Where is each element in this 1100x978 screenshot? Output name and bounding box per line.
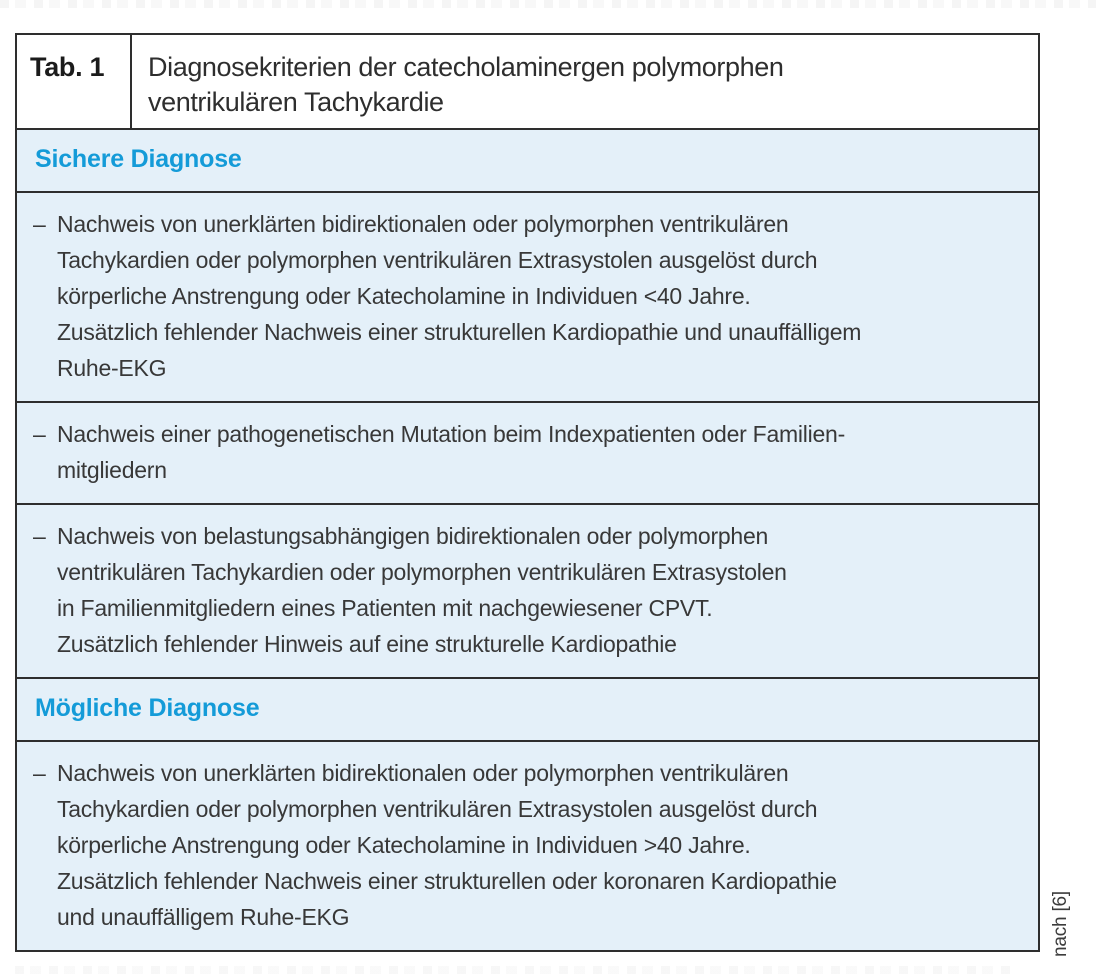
table-title-line-2: ventrikulären Tachykardie (148, 87, 444, 117)
cropped-text-remnant-bottom (15, 966, 1015, 974)
bullet-dash: – (33, 421, 46, 447)
criterion-text-line: Tachykardien oder polymorphen ventrikulären Extrasystolen ausgelöst durch (57, 796, 818, 822)
criterion-text-line: Zusätzlich fehlender Nachweis einer strukturellen Kardiopathie und unauffälligem (57, 319, 862, 345)
bullet-dash: – (33, 211, 46, 237)
bullet-dash: – (33, 523, 46, 549)
criterion-text-line: und unauffälligem Ruhe-EKG (57, 904, 350, 930)
criterion-text-line: ventrikulären Tachykardien oder polymorphen ventrikulären Extrasystolen (57, 559, 787, 585)
criterion-text-line: Zusätzlich fehlender Hinweis auf eine strukturelle Kardiopathie (57, 631, 677, 657)
bullet-dash: – (33, 760, 46, 786)
criterion-text-line: Zusätzlich fehlender Nachweis einer strukturellen oder koronaren Kardiopathie (57, 868, 837, 894)
section-heading: Sichere Diagnose (17, 128, 1038, 191)
criterion-text (57, 755, 1020, 935)
criterion-text-line: Tachykardien oder polymorphen ventrikulären Extrasystolen ausgelöst durch (57, 247, 818, 273)
criterion-text-line: Nachweis einer pathogenetischen Mutation beim Indexpatienten oder Familien- (57, 421, 846, 447)
criterion-text (57, 206, 1020, 386)
diagnostic-criteria-table (15, 33, 1040, 952)
table-number-label: Tab. 1 (17, 35, 132, 128)
criterion-text-line: Nachweis von belastungsabhängigen bidirektionalen oder polymorphen (57, 523, 769, 549)
criterion-row (17, 740, 1038, 950)
table-title-line-1: Diagnosekriterien der catecholaminergen polymorphen (148, 52, 784, 82)
table-header (17, 35, 1038, 128)
criterion-row (17, 191, 1038, 401)
criterion-text-line: Nachweis von unerklärten bidirektionalen oder polymorphen ventrikulären (57, 211, 789, 237)
criterion-text (57, 518, 1020, 662)
cropped-text-remnant-top (0, 0, 1096, 8)
section-heading: Mögliche Diagnose (17, 677, 1038, 740)
table-body (17, 128, 1038, 950)
criterion-text-line: körperliche Anstrengung oder Katecholamine in Individuen >40 Jahre. (57, 832, 751, 858)
table-title (132, 35, 1038, 128)
criterion-text-line: Ruhe-EKG (57, 355, 167, 381)
criterion-text (57, 416, 1020, 488)
criterion-text-line: mitgliedern (57, 457, 167, 483)
source-reference: nach [6] (1050, 890, 1071, 957)
criterion-row (17, 401, 1038, 503)
criterion-text-line: körperliche Anstrengung oder Katecholamine in Individuen <40 Jahre. (57, 283, 751, 309)
criterion-row (17, 503, 1038, 677)
criterion-text-line: in Familienmitgliedern eines Patienten mit nachgewiesener CPVT. (57, 595, 713, 621)
criterion-text-line: Nachweis von unerklärten bidirektionalen oder polymorphen ventrikulären (57, 760, 789, 786)
